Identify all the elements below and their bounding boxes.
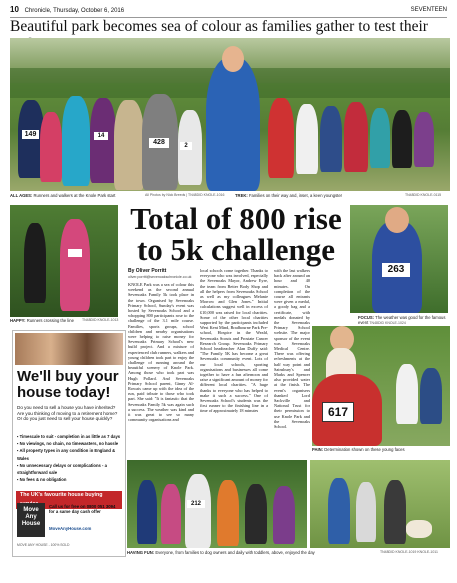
caption-label: FOCUS: bbox=[358, 315, 375, 320]
photo-credit: TN48DID KNOLE-1019 KNOLE-1011 bbox=[380, 550, 438, 554]
page-number: 10 bbox=[10, 5, 19, 14]
ad-bullet: ▪ All property types in any condition in England & Wales bbox=[17, 448, 116, 461]
bottom-photo-fun bbox=[127, 460, 307, 548]
bib-number: 149 bbox=[22, 130, 39, 139]
ad-bullet: ▪ No unnecessary delays or complications - a straightforward sale bbox=[17, 462, 107, 476]
article-column-2: local schools come together. Thanks to everyone who was involved, especially the Sevenoaks Mayor, Andrew Eyre, the team from Better Body Shop and all the helpers from Sevenoaks School as well as my colleagues Melanie Morrow and Glen Jones." Initial calculations suggest well in excess of £10,000 was raised for local charities. Some of the other local charities supported by the participants included West Kent Mind, Bradbourne Park Pre-school, Hospice in the Weald, Sevenoaks Scouts and Prostate Cancer Research Group. Sevenoaks Primary School headteacher Alan Duffy said: "The Family 5K has become a great Sevenoaks community event. Lots of our local schools, sporting organisations and businesses all come together to have a fun afternoon and raise a significant amount of money for different local charities. "A huge thanks to everyone who has helped to make it such a success." One of Sevenoaks School's students was the first runner to the finishing line in a time of approximately 18 minutes bbox=[200, 268, 268, 414]
ad-bullet: ▪ Timescale to suit - completion in as little as 7 days bbox=[17, 434, 121, 439]
ad-call-text: Call us for free on 0800 051 3094 for a same day cash offer bbox=[49, 504, 116, 515]
page-header bbox=[10, 5, 447, 18]
ad-title: We'll buy your house today! bbox=[17, 368, 119, 401]
bib-number: 212 bbox=[187, 500, 205, 508]
ad-people-photo bbox=[15, 333, 123, 365]
photo-credit-left: All Photos by Nick Breeds | TN48DID KNOLE-1016 bbox=[145, 193, 225, 197]
caption-text: Determination shown on these young faces bbox=[324, 447, 405, 452]
focus-caption bbox=[358, 315, 450, 326]
pain-photo bbox=[312, 326, 450, 446]
caption-label: TREK: bbox=[235, 193, 248, 198]
caption-text: Families on their way and, inset, a keen youngster bbox=[248, 193, 343, 198]
ad-bullet-list bbox=[17, 433, 121, 483]
caption-text: Runners crossing the line bbox=[26, 318, 74, 323]
article-column-1: KNOLE Park was a sea of colour this weekend as the second annual Sevenoaks Family 5k took place in the town. Organised by Sevenoaks Primary School, Sunday's event was hosted by Sevenoaks School and a whopping 800 participants rose to the challenge of the 3.1 mile course. Families, sports groups, school children and nearby organisations were helping to raise money for Sevenoaks Primary School's new build project. And a mixture of experienced club runners, walkers and young children took part to enjoy the challenge of running around the beautiful scenery of Knole Park. Among those who took part was Hugh Pollard. And Sevenoaks Primary School parent, Ginny Al-Rowais came up with the idea of the run, paid tribute to those who took part. She said: "It is fantastic that the Sevenoaks Family 5k was again such a success. The weather was kind and it was great to see so many community organisations and bbox=[128, 282, 194, 423]
focus-photo bbox=[350, 205, 448, 313]
ad-bullet: ▪ No viewings, no chain, no timewasters, no hassle bbox=[17, 441, 119, 447]
byline-name: By Oliver Porritt bbox=[128, 268, 167, 274]
ad-footer: MOVE ANY HOUSE - 100% SOLD bbox=[17, 543, 70, 547]
byline-email: oliver.porritt@sevenoakschronicle.co.uk bbox=[128, 275, 192, 279]
photo-credit: TN48DID KNOLE-1013 bbox=[82, 318, 119, 322]
photo-caption-right bbox=[235, 193, 385, 198]
caption-label: ALL AGES: bbox=[10, 193, 33, 198]
caption-label: PAIN: bbox=[312, 447, 324, 452]
photo-credit-right: TN48DID KNOLE-0115 bbox=[405, 193, 442, 197]
caption-label: HAVING FUN: bbox=[127, 550, 155, 555]
move-any-house-logo: Move Any House bbox=[17, 503, 45, 537]
ad-bullet: ▪ No fees & no obligation bbox=[17, 477, 67, 483]
pain-caption bbox=[312, 447, 450, 452]
top-photo-runners bbox=[10, 38, 450, 191]
page-headline: Beautiful park becomes sea of colour as families gather to test their bbox=[10, 18, 428, 35]
caption-text: Everyone, from families to dog owners and daily with toddlers, above, enjoyed the day bbox=[155, 550, 315, 555]
article-column-3: with the last walkers back after around an hour and 40 minutes. On completion of the course all entrants were given a medal, a goody bag and a certificate, with medals donated by the Sevenoaks Primary School website. The major sponsor of the event was Sevenoaks Medical Centre. There was offering refreshments at the half way point and Sainsbury's and Marks and Spencer also provided water at the finish. The event's organisers thanked Lord Sackville and National Trust for their permission to use Knole Park and the Sevenoaks School. bbox=[274, 268, 310, 430]
caption-text: The weather was good for the famous event bbox=[358, 315, 446, 325]
bib-number: 428 bbox=[149, 138, 169, 148]
header-right-text: SEVENTEEN bbox=[410, 7, 447, 13]
bottom-caption bbox=[127, 550, 357, 555]
bib-number: 2 bbox=[180, 142, 192, 150]
caption-text: Runners and walkers at the Knole Park start bbox=[33, 193, 116, 198]
caption-label: HAPPY: bbox=[10, 318, 26, 323]
bib-number: 263 bbox=[382, 263, 410, 277]
photo-credit: TN48DID KNOLE-1024 bbox=[369, 321, 406, 325]
paper-date: Chronicle, Thursday, October 6, 2016 bbox=[24, 8, 125, 14]
ad-banner: The UK's favourite house buying bbox=[16, 491, 122, 509]
bib-number: 14 bbox=[94, 132, 108, 140]
bottom-photo-dog bbox=[310, 460, 450, 548]
article-headline: Total of 800 rise to 5k challenge bbox=[130, 201, 342, 267]
ad-intro: Do you need to sell a house you have inherited? Are you thinking of moving to a retirement home? Or do you just need to sell your house quickly? bbox=[17, 405, 118, 422]
ad-website: MoveAnyHouse.com bbox=[49, 526, 92, 531]
happy-photo bbox=[10, 205, 118, 317]
bib-number: 617 bbox=[322, 402, 354, 422]
house-buying-advert bbox=[12, 330, 126, 557]
